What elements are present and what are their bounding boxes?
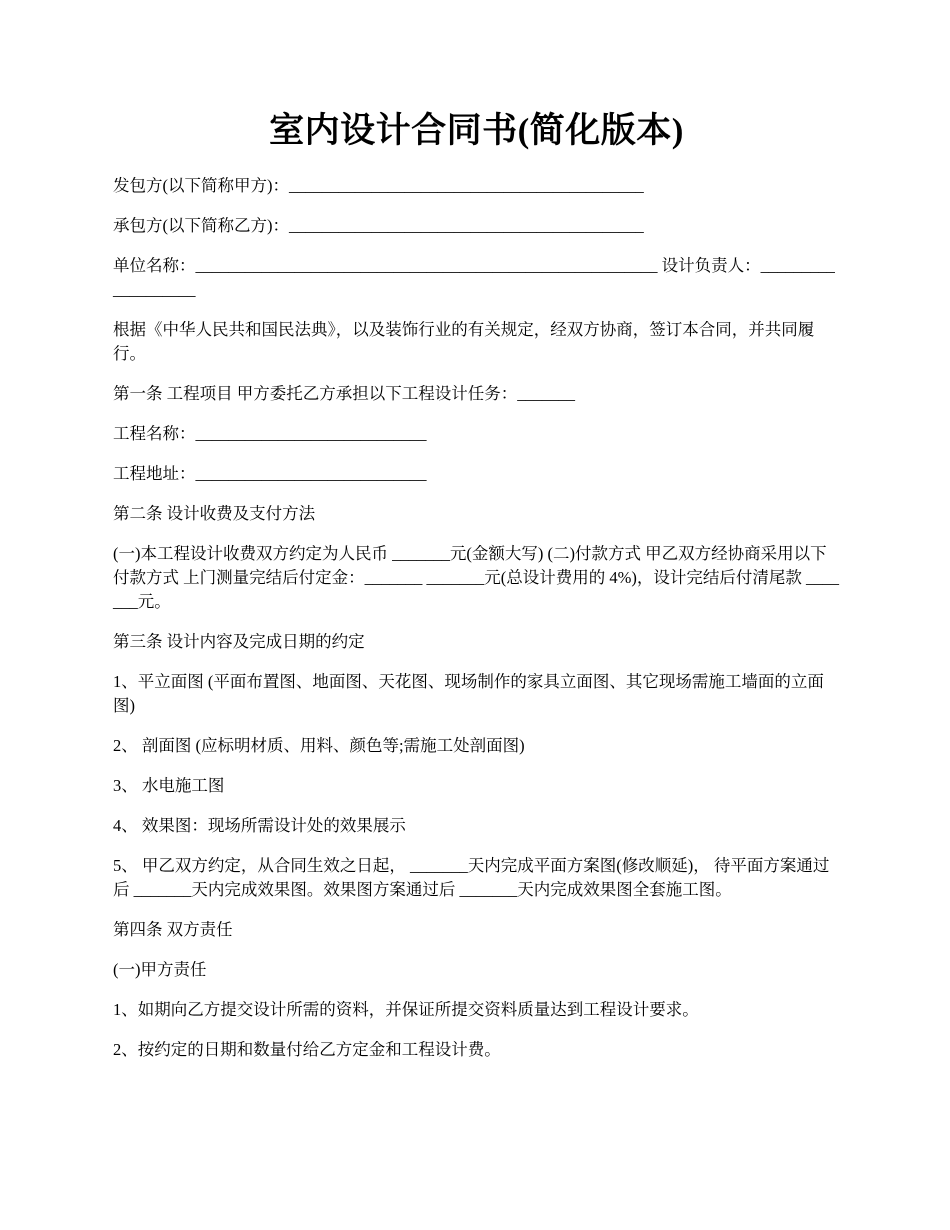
article-4-heading: 第四条 双方责任: [113, 920, 233, 939]
design-item-1: 1、平立面图 (平面布置图、地面图、天花图、现场制作的家具立面图、其它现场需施工墙面的立面图): [113, 672, 824, 715]
party-a-line: 发包方(以下简称甲方)：___________________________________________: [113, 176, 644, 195]
party-a-duty-1: 1、如期向乙方提交设计所需的资料，并保证所提交资料质量达到工程设计要求。: [113, 1000, 699, 1019]
article-1-heading: 第一条 工程项目 甲方委托乙方承担以下工程设计任务：_______: [113, 384, 575, 403]
design-item-5: 5、 甲乙双方约定，从合同生效之日起， _______天内完成平面方案图(修改顺延)， 待平面方案通过后 _______天内完成效果图。效果图方案通过后 _______天内完成效果图全套施工图。: [113, 856, 830, 899]
article-2-heading: 第二条 设计收费及支付方法: [113, 504, 316, 523]
design-item-3: 3、 水电施工图: [113, 776, 225, 795]
fee-payment-paragraph: (一)本工程设计收费双方约定为人民币 _______元(金额大写) (二)付款方式 甲乙双方经协商采用以下付款方式 上门测量完结后付定金：_______ _______元(总设计费用的 4%)，设计完结后付清尾款 _______元。: [113, 544, 839, 611]
document-page: [113, 110, 840, 1078]
document-title: 室内设计合同书(简化版本): [269, 111, 684, 150]
article-3-heading: 第三条 设计内容及完成日期的约定: [113, 632, 365, 651]
project-name-line: 工程名称：____________________________: [113, 424, 427, 443]
design-item-4: 4、 效果图：现场所需设计处的效果展示: [113, 816, 406, 835]
design-item-2: 2、 剖面图 (应标明材质、用料、颜色等;需施工处剖面图): [113, 736, 525, 755]
company-name-line: 单位名称：________________________________________________________ 设计负责人：___________________: [113, 256, 835, 299]
party-a-duties-heading: (一)甲方责任: [113, 960, 207, 979]
project-address-line: 工程地址：____________________________: [113, 464, 427, 483]
party-a-duty-2: 2、按约定的日期和数量付给乙方定金和工程设计费。: [113, 1040, 501, 1059]
preamble-paragraph: 根据《中华人民共和国民法典》，以及装饰行业的有关规定，经双方协商，签订本合同，并共同履行。: [113, 320, 815, 363]
party-b-line: 承包方(以下简称乙方)：___________________________________________: [113, 216, 644, 235]
